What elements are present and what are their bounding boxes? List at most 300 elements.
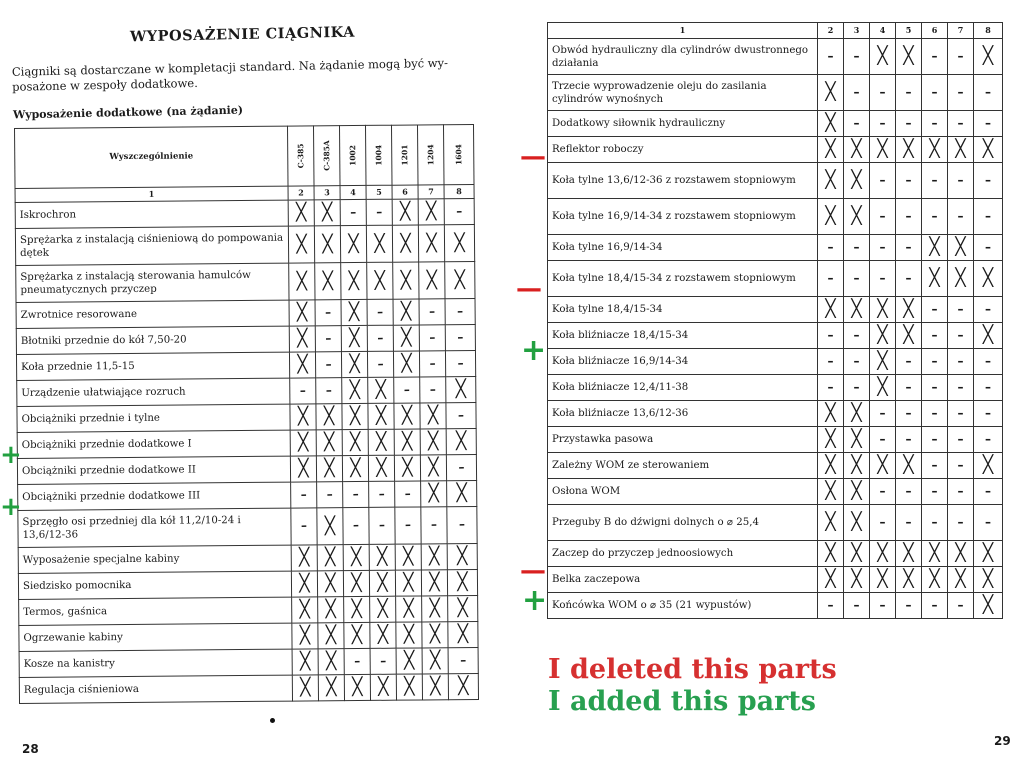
cross-mark: ╳ [396,622,422,648]
dash-mark: – [922,199,948,235]
cross-mark: ╳ [948,137,974,163]
legend-added: I added this parts [548,686,816,717]
row-label: Obciążniki przednie dodatkowe III [18,482,291,510]
cross-mark: ╳ [288,226,314,263]
dash-mark: – [870,111,896,137]
dash-mark: – [896,75,922,111]
table-row [548,75,1003,111]
model-header: C-385A [313,126,340,186]
dash-mark: – [896,479,922,505]
cross-mark: ╳ [290,404,316,430]
cross-mark: ╳ [420,429,446,455]
table-row [548,479,1003,505]
dash-mark: – [844,593,870,619]
cross-mark: ╳ [418,225,444,262]
dash-mark: – [844,235,870,261]
cross-mark: ╳ [870,297,896,323]
dash-mark: – [444,198,474,224]
cross-mark: ╳ [342,403,368,429]
dash-mark: – [948,323,974,349]
dash-mark: – [948,297,974,323]
dash-mark: – [974,427,1003,453]
table-row [548,427,1003,453]
table-row [548,541,1003,567]
cross-mark: ╳ [844,297,870,323]
cross-mark: ╳ [366,225,392,262]
row-label: Zależny WOM ze sterowaniem [548,453,818,479]
section-heading: Wyposażenie dodatkowe (na żądanie) [12,103,244,122]
cross-mark: ╳ [289,326,315,352]
cross-mark: ╳ [974,137,1003,163]
table-row [18,569,477,599]
cross-mark: ╳ [422,648,448,674]
cross-mark: ╳ [844,163,870,199]
dash-mark: – [291,508,317,545]
dash-mark: – [419,325,445,351]
dash-mark: – [844,111,870,137]
cross-mark: ╳ [818,401,844,427]
dash-mark: – [818,323,844,349]
dash-mark: – [818,235,844,261]
cross-mark: ╳ [922,567,948,593]
dash-mark: – [896,349,922,375]
row-label: Dodatkowy siłownik hydrauliczny [548,111,818,137]
dash-mark: – [870,479,896,505]
dash-mark: – [317,482,343,508]
dash-mark: – [367,299,393,325]
row-label: Wyposażenie specjalne kabiny [18,545,291,573]
cross-mark: ╳ [818,453,844,479]
cross-mark: ╳ [421,544,447,570]
table-row [548,235,1003,261]
dash-mark: – [922,163,948,199]
cross-mark: ╳ [870,567,896,593]
dash-mark: – [447,506,477,543]
cross-mark: ╳ [317,545,343,571]
cross-mark: ╳ [314,226,340,263]
column-number: 1 [15,186,288,202]
cross-mark: ╳ [342,429,368,455]
table-row [16,261,475,302]
row-label: Sprężarka z instalacją ciśnieniową do pompowania dętek [15,226,288,265]
row-label: Koła bliźniacze 16,9/14-34 [548,349,818,375]
dash-mark: – [922,401,948,427]
cross-mark: ╳ [418,199,444,225]
cross-mark: ╳ [344,596,370,622]
row-label: Belka zaczepowa [548,567,818,593]
cross-mark: ╳ [422,622,448,648]
cross-mark: ╳ [290,456,316,482]
dash-mark: – [420,377,446,403]
column-number: 2 [818,23,844,39]
cross-mark: ╳ [393,351,419,377]
cross-mark: ╳ [922,235,948,261]
ink-dot [270,718,275,723]
row-label: Koła bliźniacze 13,6/12-36 [548,401,818,427]
model-header: 1004 [365,125,392,185]
dash-mark: – [316,378,342,404]
dash-mark: – [419,299,445,325]
table-row [548,199,1003,235]
column-number: 7 [948,23,974,39]
cross-mark: ╳ [314,200,340,226]
row-label: Iskrochron [15,200,288,228]
dash-mark: – [974,163,1003,199]
cross-mark: ╳ [318,675,344,701]
cross-mark: ╳ [368,455,394,481]
dash-mark: – [818,349,844,375]
dash-mark: – [896,111,922,137]
page-number: 29 [994,734,1011,748]
row-label: Koła tylne 16,9/14-34 [548,235,818,261]
dash-mark: – [367,351,393,377]
dash-mark: – [818,593,844,619]
cross-mark: ╳ [318,649,344,675]
dash-mark: – [974,479,1003,505]
cross-mark: ╳ [343,570,369,596]
cross-mark: ╳ [288,200,314,226]
added-mark: + [0,492,22,522]
dash-mark: – [344,648,370,674]
cross-mark: ╳ [818,427,844,453]
dash-mark: – [922,111,948,137]
table-row [17,402,476,432]
legend-deleted: I deleted this parts [548,654,837,685]
cross-mark: ╳ [341,351,367,377]
cross-mark: ╳ [447,569,477,595]
cross-mark: ╳ [896,541,922,567]
cross-mark: ╳ [922,541,948,567]
cross-mark: ╳ [421,570,447,596]
dash-mark: – [974,75,1003,111]
dash-mark: – [870,505,896,541]
row-label: Obwód hydrauliczny dla cylindrów dwustronnego działania [548,39,818,75]
cross-mark: ╳ [395,570,421,596]
row-label: Trzecie wyprowadzenie oleju do zasilania cylindrów wynośnych [548,75,818,111]
equipment-table-left [14,124,479,704]
cross-mark: ╳ [818,163,844,199]
cross-mark: ╳ [844,541,870,567]
cross-mark: ╳ [316,430,342,456]
model-header: 1604 [443,124,474,184]
table-row [548,453,1003,479]
dash-mark: – [974,199,1003,235]
cross-mark: ╳ [844,505,870,541]
dash-mark: – [870,235,896,261]
table-row [18,543,477,573]
dash-mark: – [446,454,476,480]
cross-mark: ╳ [844,199,870,235]
row-label: Przeguby B do dźwigni dolnych o ⌀ 25,4 [548,505,818,541]
dash-mark: – [394,377,420,403]
dash-mark: – [291,482,317,508]
page-title: WYPOSAŻENIE CIĄGNIKA [129,23,356,46]
dash-mark: – [948,75,974,111]
dash-mark: – [896,401,922,427]
cross-mark: ╳ [870,39,896,75]
deleted-mark: — [520,556,546,586]
cross-mark: ╳ [870,375,896,401]
table-row [19,647,478,677]
cross-mark: ╳ [818,297,844,323]
row-label: Koła bliźniacze 12,4/11-38 [548,375,818,401]
cross-mark: ╳ [341,262,367,299]
dash-mark: – [922,323,948,349]
cross-mark: ╳ [446,376,476,402]
row-label: Siedzisko pomocnika [18,571,291,599]
cross-mark: ╳ [341,299,367,325]
cross-mark: ╳ [844,401,870,427]
row-label: Urządzenie ułatwiające rozruch [17,378,290,406]
cross-mark: ╳ [316,404,342,430]
table-row [17,376,476,406]
cross-mark: ╳ [370,674,396,700]
dash-mark: – [369,507,395,544]
cross-mark: ╳ [974,261,1003,297]
cross-mark: ╳ [290,430,316,456]
dash-mark: – [974,111,1003,137]
dash-mark: – [922,427,948,453]
model-header: C-385 [287,126,314,186]
table-row [19,673,478,703]
cross-mark: ╳ [368,377,394,403]
dash-mark: – [445,324,475,350]
cross-mark: ╳ [896,453,922,479]
dash-mark: – [315,326,341,352]
row-label: Sprzęgło osi przedniej dla kół 11,2/10-24 i 13,6/12-36 [18,508,291,547]
dash-mark: – [922,39,948,75]
dash-mark: – [896,163,922,199]
cross-mark: ╳ [422,596,448,622]
cross-mark: ╳ [396,674,422,700]
dash-mark: – [315,300,341,326]
cross-mark: ╳ [370,622,396,648]
dash-mark: – [948,199,974,235]
model-header: 1201 [391,125,418,185]
dash-mark: – [896,593,922,619]
cross-mark: ╳ [844,567,870,593]
page-number: 28 [22,742,39,756]
cross-mark: ╳ [974,541,1003,567]
cross-mark: ╳ [844,427,870,453]
dash-mark: – [948,505,974,541]
cross-mark: ╳ [896,137,922,163]
dash-mark: – [922,349,948,375]
dash-mark: – [367,325,393,351]
row-label: Przystawka pasowa [548,427,818,453]
cross-mark: ╳ [396,596,422,622]
cross-mark: ╳ [344,674,370,700]
table-row [548,39,1003,75]
cross-mark: ╳ [394,403,420,429]
cross-mark: ╳ [818,137,844,163]
cross-mark: ╳ [948,567,974,593]
cross-mark: ╳ [393,325,419,351]
dash-mark: – [896,235,922,261]
dash-mark: – [974,505,1003,541]
cross-mark: ╳ [368,429,394,455]
added-mark: + [521,333,547,368]
cross-mark: ╳ [342,455,368,481]
dash-mark: – [421,507,447,544]
table-row [548,163,1003,199]
cross-mark: ╳ [818,75,844,111]
cross-mark: ╳ [393,299,419,325]
cross-mark: ╳ [315,263,341,300]
dash-mark: – [844,39,870,75]
column-number: 8 [444,184,474,198]
cross-mark: ╳ [318,623,344,649]
dash-mark: – [366,199,392,225]
cross-mark: ╳ [289,352,315,378]
column-number: 5 [896,23,922,39]
row-label: Regulacja ciśnieniowa [19,675,292,703]
row-label: Obciążniki przednie dodatkowe I [17,430,290,458]
cross-mark: ╳ [394,429,420,455]
dash-mark: – [922,593,948,619]
row-label: Kosze na kanistry [19,649,292,677]
column-number: 4 [340,185,366,199]
dash-mark: – [343,481,369,507]
cross-mark: ╳ [343,544,369,570]
table-row [548,323,1003,349]
intro-text: Ciągniki są dostarczane w kompletacji standard. Na żądanie mogą być wy-posażone w zespoły dodatkowe. [11,55,449,94]
table-row [548,375,1003,401]
dash-mark: – [290,378,316,404]
dash-mark: – [948,427,974,453]
cross-mark: ╳ [818,479,844,505]
cross-mark: ╳ [342,377,368,403]
column-number: 8 [974,23,1003,39]
dash-mark: – [974,401,1003,427]
table-row [548,593,1003,619]
dash-mark: – [922,479,948,505]
cross-mark: ╳ [344,622,370,648]
cross-mark: ╳ [948,541,974,567]
column-number: 4 [870,23,896,39]
row-label: Obciążniki przednie i tylne [17,404,290,432]
cross-mark: ╳ [292,675,318,701]
dash-mark: – [818,375,844,401]
table-row [16,350,475,380]
cross-mark: ╳ [448,621,478,647]
deleted-mark: — [520,142,546,172]
row-label: Koła bliźniacze 18,4/15-34 [548,323,818,349]
dash-mark: – [870,401,896,427]
dash-mark: – [818,261,844,297]
cross-mark: ╳ [317,571,343,597]
cross-mark: ╳ [396,648,422,674]
cross-mark: ╳ [420,455,446,481]
dash-mark: – [870,199,896,235]
cross-mark: ╳ [447,480,477,506]
row-label: Końcówka WOM o ⌀ 35 (21 wypustów) [548,593,818,619]
dash-mark: – [395,507,421,544]
cross-mark: ╳ [844,453,870,479]
cross-mark: ╳ [974,39,1003,75]
table-row [19,595,478,625]
cross-mark: ╳ [340,225,366,262]
row-label: Koła tylne 18,4/15-34 z rozstawem stopniowym [548,261,818,297]
dash-mark: – [844,75,870,111]
table-row [548,401,1003,427]
cross-mark: ╳ [844,479,870,505]
dash-mark: – [974,349,1003,375]
cross-mark: ╳ [896,323,922,349]
table-row [17,428,476,458]
column-number: 3 [314,186,340,200]
dash-mark: – [896,375,922,401]
cross-mark: ╳ [392,199,418,225]
dash-mark: – [445,350,475,376]
row-label: Sprężarka z instalacją sterowania hamulców pneumatycznych przyczep [16,263,289,302]
dash-mark: – [948,349,974,375]
cross-mark: ╳ [367,262,393,299]
cross-mark: ╳ [870,453,896,479]
dash-mark: – [974,297,1003,323]
cross-mark: ╳ [844,137,870,163]
row-label: Termos, gaśnica [19,597,292,625]
deleted-mark: — [516,274,542,304]
row-label: Koła przednie 11,5-15 [16,352,289,380]
dash-mark: – [948,453,974,479]
dash-mark: – [343,507,369,544]
dash-mark: – [870,75,896,111]
added-mark: + [0,440,22,470]
table-row [548,505,1003,541]
cross-mark: ╳ [317,508,343,545]
table-row [16,298,475,328]
cross-mark: ╳ [870,349,896,375]
row-label: Zwrotnice resorowane [16,300,289,328]
table-row [18,480,477,510]
cross-mark: ╳ [818,199,844,235]
dash-mark: – [340,199,366,225]
dash-mark: – [948,375,974,401]
cross-mark: ╳ [922,261,948,297]
cross-mark: ╳ [369,544,395,570]
dash-mark: – [448,647,478,673]
equipment-table-right [547,22,1003,619]
cross-mark: ╳ [291,545,317,571]
column-number: 5 [366,185,392,199]
cross-mark: ╳ [393,262,419,299]
cross-mark: ╳ [444,224,474,261]
cross-mark: ╳ [448,595,478,621]
row-label: Reflektor roboczy [548,137,818,163]
cross-mark: ╳ [818,541,844,567]
dash-mark: – [896,199,922,235]
dash-mark: – [844,323,870,349]
dash-mark: – [844,261,870,297]
cross-mark: ╳ [948,235,974,261]
row-label: Osłona WOM [548,479,818,505]
dash-mark: – [315,352,341,378]
cross-mark: ╳ [870,137,896,163]
dash-mark: – [818,39,844,75]
cross-mark: ╳ [896,39,922,75]
cross-mark: ╳ [448,673,478,699]
cross-mark: ╳ [292,597,318,623]
row-label: Obciążniki przednie dodatkowe II [17,456,290,484]
cross-mark: ╳ [420,403,446,429]
cross-mark: ╳ [870,323,896,349]
table-row [548,137,1003,163]
table-row [17,454,476,484]
table-row [18,506,477,547]
dash-mark: – [844,375,870,401]
cross-mark: ╳ [370,596,396,622]
